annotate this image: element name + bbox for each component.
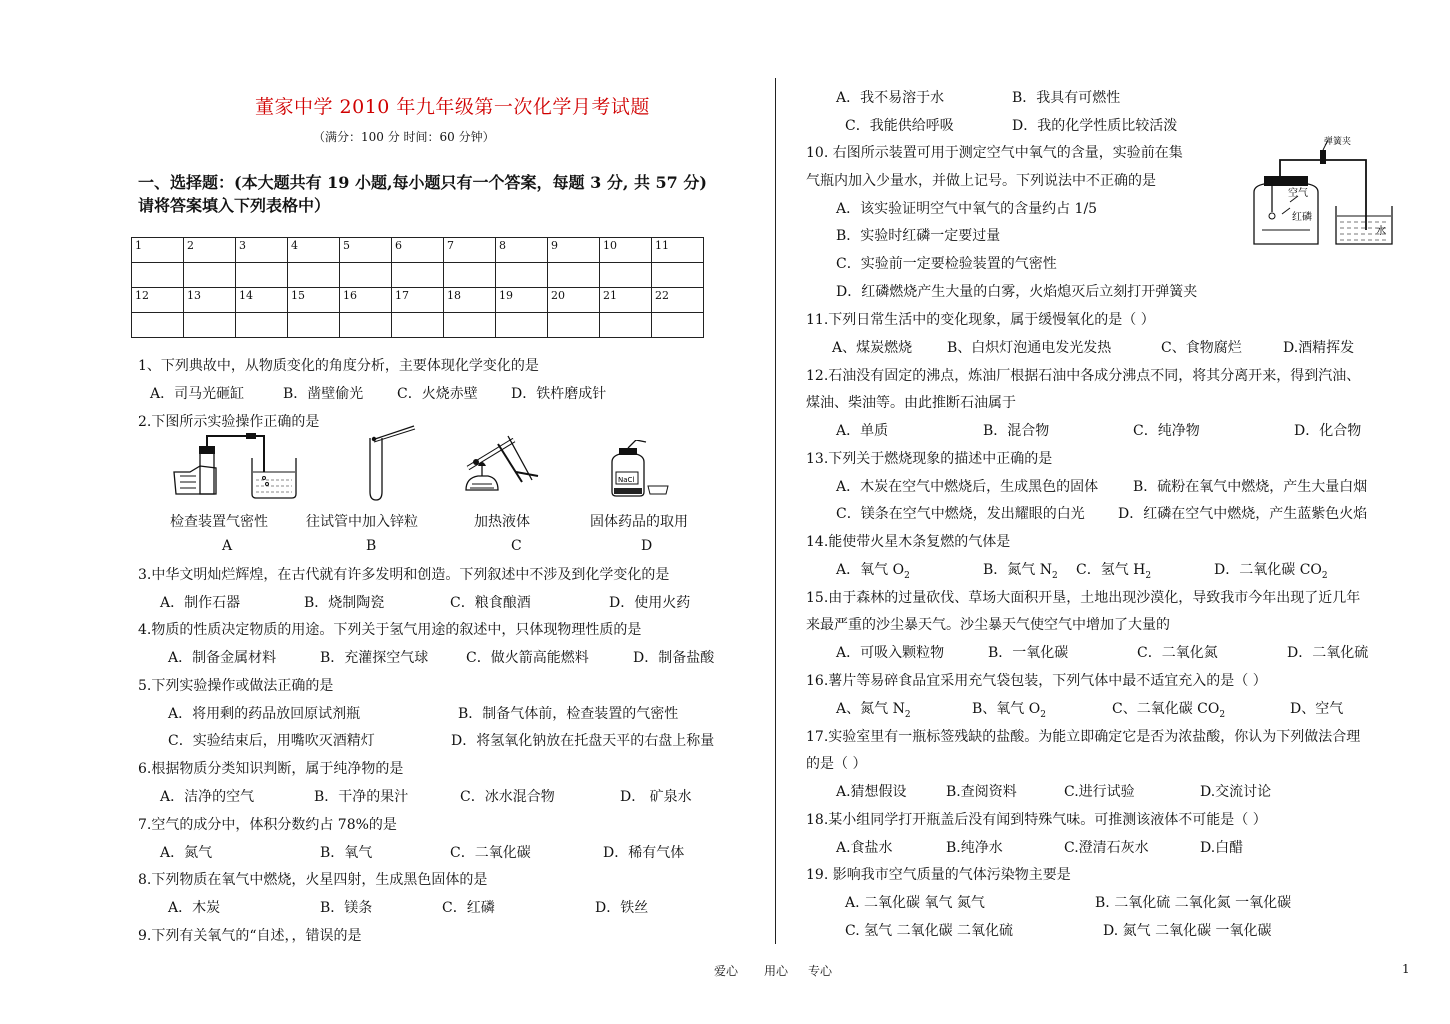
option: C、二氧化碳 $CO_2$ (1112, 701, 1226, 720)
question-14-stem: 14.能使带火星木条复燃的气体是 (806, 534, 1011, 550)
question-5-stem: 5.下列实验操作或做法正确的是 (138, 678, 334, 694)
fig-letter-d: D (641, 538, 653, 554)
option: D.交流讨论 (1200, 784, 1272, 800)
option: A．氧气 $O_2$ (836, 562, 910, 581)
question-17-stem: 17.实验室里有一瓶标签残缺的盐酸。为能立即确定它是否为浓盐酸，你认为下列做法合理 (806, 729, 1361, 745)
option: A．将用剩的药品放回原试剂瓶 (168, 706, 361, 722)
question-12-stem-cont: 煤油、柴油等。由此推断石油属于 (806, 395, 1016, 411)
option: A．氮气 (160, 845, 213, 861)
option: C.澄清石灰水 (1064, 840, 1149, 856)
option: D. 氮气 二氧化碳 一氧化碳 (1103, 923, 1272, 939)
option: B．镁条 (320, 900, 373, 916)
option: A、煤炭燃烧 (832, 340, 913, 356)
solid-reagent-figure (606, 440, 672, 500)
option: D．我的化学性质比较活泼 (1012, 118, 1178, 134)
option: A．该实验证明空气中氧气的含量约占 1/5 (836, 201, 1098, 217)
answer-cell[interactable] (184, 313, 236, 338)
question-4-stem: 4.物质的性质决定物质的用途。下列关于氢气用途的叙述中，只体现物理性质的是 (138, 622, 642, 638)
answer-cell[interactable] (132, 313, 184, 338)
fig-label-c: 加热液体 (474, 514, 530, 530)
option: C、食物腐烂 (1161, 340, 1242, 356)
option: D．二氧化碳 $CO_2$ (1214, 562, 1328, 581)
table-cell: 2 (184, 238, 236, 263)
option: B．凿壁偷光 (283, 386, 364, 402)
table-cell: 20 (548, 288, 600, 313)
option: C．实验结束后，用嘴吹灭酒精灯 (168, 733, 375, 749)
table-cell: 10 (600, 238, 652, 263)
table-cell: 18 (444, 288, 496, 313)
table-cell: 19 (496, 288, 548, 313)
footer-motto-3: 专心 (808, 964, 833, 978)
answer-cell[interactable] (548, 313, 600, 338)
option: A.猜想假设 (836, 784, 907, 800)
question-16-stem: 16.薯片等易碎食品宜采用充气袋包装，下列气体中最不适宜充入的是（ ） (806, 673, 1267, 689)
exam-info: （满分：100 分 时间：60 分钟） (313, 130, 495, 144)
option: C．做火箭高能燃料 (466, 650, 589, 666)
question-7-stem: 7.空气的成分中，体积分数约占 78%的是 (138, 817, 397, 833)
answer-cell[interactable] (288, 263, 340, 288)
option: C．二氧化碳 (450, 845, 531, 861)
question-17-stem-cont: 的是（ ） (806, 756, 867, 772)
option: C．粮食酿酒 (450, 595, 531, 611)
option: A．司马光砸缸 (150, 386, 245, 402)
option: D．红磷在空气中燃烧，产生蓝紫色火焰 (1118, 506, 1368, 522)
option: D．制备盐酸 (633, 650, 715, 666)
table-cell: 11 (652, 238, 704, 263)
option: B．一氧化碳 (988, 645, 1069, 661)
option: A．单质 (836, 423, 889, 439)
table-cell: 15 (288, 288, 340, 313)
table-cell: 4 (288, 238, 340, 263)
table-cell: 16 (340, 288, 392, 313)
option: C．红磷 (442, 900, 495, 916)
question-2-stem: 2.下图所示实验操作正确的是 (138, 414, 320, 430)
option: A、氮气 $N_2$ (836, 701, 911, 720)
option: C．实验前一定要检验装置的气密性 (836, 256, 1057, 272)
answer-cell[interactable] (496, 313, 548, 338)
table-cell: 22 (652, 288, 704, 313)
phosphorus-label: 红磷 (1292, 212, 1312, 223)
option: C．氢气 $H_2$ (1076, 562, 1152, 581)
answer-cell[interactable] (340, 313, 392, 338)
option: B．氮气 $N_2$ (983, 562, 1058, 581)
option: A．可吸入颗粒物 (836, 645, 945, 661)
option: B、氧气 $O_2$ (972, 701, 1046, 720)
footer-motto-1: 爱心 (714, 964, 739, 978)
table-cell: 17 (392, 288, 444, 313)
option: D．将氢氧化钠放在托盘天平的右盘上称量 (451, 733, 715, 749)
question-6-stem: 6.根据物质分类知识判断，属于纯净物的是 (138, 761, 404, 777)
question-3-stem: 3.中华文明灿烂辉煌，在古代就有许多发明和创造。下列叙述中不涉及到化学变化的是 (138, 567, 670, 583)
answer-cell[interactable] (444, 313, 496, 338)
page-number: 1 (1402, 962, 1410, 976)
table-cell: 5 (340, 238, 392, 263)
fig-letter-c: C (511, 538, 522, 554)
option: D．铁杵磨成针 (511, 386, 607, 402)
option: B．氧气 (320, 845, 373, 861)
question-11-stem: 11.下列日常生活中的变化现象，属于缓慢氧化的是（ ） (806, 312, 1155, 328)
option: B．混合物 (983, 423, 1050, 439)
option: A.食盐水 (836, 840, 893, 856)
option: B.查阅资料 (946, 784, 1017, 800)
table-cell: 21 (600, 288, 652, 313)
answer-cell[interactable] (444, 263, 496, 288)
option: A．制作石器 (160, 595, 241, 611)
option: C．镁条在空气中燃烧，发出耀眼的白光 (836, 506, 1085, 522)
table-cell: 8 (496, 238, 548, 263)
oxygen-apparatus-figure (1238, 130, 1398, 252)
option: B．我具有可燃性 (1012, 90, 1121, 106)
option: A．木炭 (168, 900, 221, 916)
answer-cell[interactable] (600, 263, 652, 288)
option: B．充灌探空气球 (320, 650, 429, 666)
fig-label-d: 固体药品的取用 (590, 514, 688, 530)
table-cell: 9 (548, 238, 600, 263)
section-instruction: 请将答案填入下列表格中） (138, 196, 331, 215)
table-cell: 7 (444, 238, 496, 263)
option: A．洁净的空气 (160, 789, 255, 805)
option: C.进行试验 (1064, 784, 1135, 800)
table-cell: 12 (132, 288, 184, 313)
question-1-stem: 1、下列典故中，从物质变化的角度分析，主要体现化学变化的是 (138, 358, 539, 374)
page-title: 董家中学 2010 年九年级第一次化学月考试题 (255, 96, 650, 118)
option: D．红磷燃烧产生大量的白雾，火焰熄灭后立刻打开弹簧夹 (836, 284, 1198, 300)
water-label: 水 (1376, 226, 1386, 237)
option: B．干净的果汁 (314, 789, 409, 805)
question-15-stem-cont: 来最严重的沙尘暴天气。沙尘暴天气使空气中增加了大量的 (806, 617, 1170, 633)
option: B．实验时红磷一定要过量 (836, 228, 1001, 244)
test-tube-zinc-figure (352, 420, 422, 502)
table-cell: 14 (236, 288, 288, 313)
table-cell: 13 (184, 288, 236, 313)
fig-label-b: 往试管中加入锌粒 (306, 514, 418, 530)
clamp-label: 弹簧夹 (1324, 137, 1352, 147)
option: C．火烧赤壁 (397, 386, 478, 402)
question-18-stem: 18.某小组同学打开瓶盖后没有闻到特殊气味。可推测该液体不可能是（ ） (806, 812, 1267, 828)
fig-letter-a: A (222, 538, 233, 554)
heat-liquid-figure (458, 432, 542, 502)
answer-cell[interactable] (236, 313, 288, 338)
question-13-stem: 13.下列关于燃烧现象的描述中正确的是 (806, 451, 1053, 467)
question-12-stem: 12.石油没有固定的沸点，炼油厂根据石油中各成分沸点不同，将其分离开来，得到汽油、 (806, 368, 1361, 384)
nacl-label: NaCl (618, 476, 635, 484)
answer-cell[interactable] (392, 313, 444, 338)
option: C．二氧化氮 (1137, 645, 1218, 661)
question-8-stem: 8.下列物质在氧气中燃烧，火星四射，生成黑色固体的是 (138, 872, 488, 888)
option: D.白醋 (1200, 840, 1244, 856)
answer-cell[interactable] (340, 263, 392, 288)
option: A. 二氧化碳 氧气 氮气 (845, 895, 985, 911)
question-10-stem-cont: 气瓶内加入少量水，并做上记号。下列说法中不正确的是 (806, 173, 1156, 189)
fig-label-a: 检查装置气密性 (170, 514, 268, 530)
answer-cell[interactable] (600, 313, 652, 338)
option: D．使用火药 (609, 595, 691, 611)
question-19-stem: 19. 影响我市空气质量的气体污染物主要是 (806, 867, 1071, 883)
answer-cell[interactable] (184, 263, 236, 288)
question-9-stem: 9.下列有关氧气的“自述，，错误的是 (138, 928, 362, 944)
answer-cell[interactable] (652, 313, 704, 338)
option: D、空气 (1290, 701, 1344, 717)
option: D．二氧化硫 (1287, 645, 1369, 661)
air-label: 空气 (1288, 188, 1308, 199)
table-cell: 3 (236, 238, 288, 263)
option: A．我不易溶于水 (836, 90, 945, 106)
question-10-stem: 10. 右图所示装置可用于测定空气中氧气的含量，实验前在集 (806, 145, 1183, 161)
answer-cell[interactable] (132, 263, 184, 288)
column-divider (775, 78, 776, 944)
option: C. 氢气 二氧化碳 二氧化硫 (845, 923, 1014, 939)
option: B.纯净水 (946, 840, 1003, 856)
option: D.酒精挥发 (1283, 340, 1355, 356)
airtight-check-figure (172, 432, 300, 502)
footer-motto-2: 用心 (764, 964, 789, 978)
table-cell: 1 (132, 238, 184, 263)
answer-cell[interactable] (496, 263, 548, 288)
answer-cell[interactable] (392, 263, 444, 288)
answer-cell[interactable] (288, 313, 340, 338)
option: A．木炭在空气中燃烧后，生成黑色的固体 (836, 479, 1099, 495)
option: D． 矿泉水 (620, 789, 692, 805)
fig-letter-b: B (366, 538, 377, 554)
answer-cell[interactable] (652, 263, 704, 288)
question-15-stem: 15.由于森林的过量砍伐、草场大面积开垦，土地出现沙漠化，导致我市今年出现了近几年 (806, 590, 1361, 606)
answer-cell[interactable] (236, 263, 288, 288)
option: B．烧制陶瓷 (304, 595, 385, 611)
option: D．化合物 (1294, 423, 1362, 439)
answer-table (131, 237, 704, 338)
table-cell: 6 (392, 238, 444, 263)
option: D．稀有气体 (603, 845, 685, 861)
answer-cell[interactable] (548, 263, 600, 288)
option: C．冰水混合物 (460, 789, 555, 805)
option: B. 二氧化硫 二氧化氮 一氧化碳 (1095, 895, 1292, 911)
option: A．制备金属材料 (168, 650, 277, 666)
option: B．制备气体前，检查装置的气密性 (458, 706, 679, 722)
section-heading: 一、选择题：(本大题共有 19 小题,每小题只有一个答案，每题 3 分, 共 57 分) (138, 173, 707, 192)
option: C．纯净物 (1133, 423, 1200, 439)
option: C．我能供给呼吸 (845, 118, 954, 134)
option: B、白炽灯泡通电发光发热 (947, 340, 1112, 356)
option: B．硫粉在氧气中燃烧，产生大量白烟 (1133, 479, 1368, 495)
option: D．铁丝 (595, 900, 649, 916)
